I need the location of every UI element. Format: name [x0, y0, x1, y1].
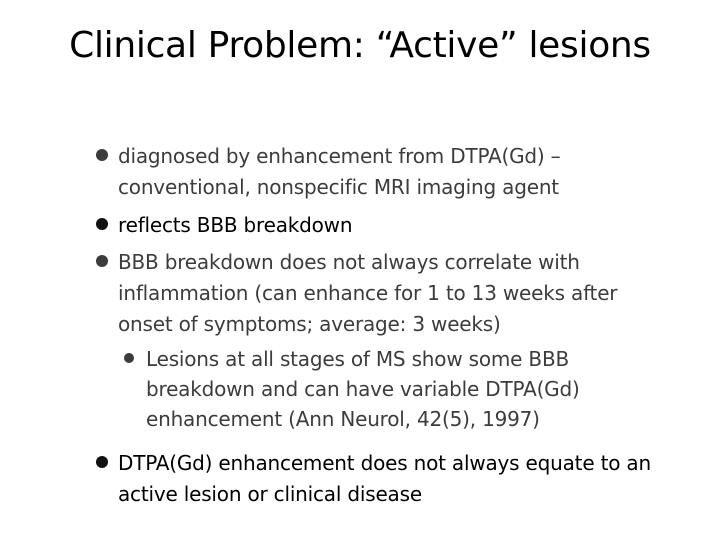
bullet-text: BBB breakdown does not always correlate with inflammation (can enhance for 1 to 13 weeks after onset of symptoms; average: 3 weeks): [118, 250, 618, 336]
bullet-item: [94, 247, 654, 340]
slide-title: Clinical Problem: “Active” lesions: [69, 25, 651, 66]
sub-bullet-text: Lesions at all stages of MS show some BBB breakdown and can have variable DTPA(Gd) enhancement (Ann Neurol, 42(5), 1997): [146, 347, 580, 431]
bullet-item: [94, 141, 654, 203]
sub-bullet-dot-icon: [124, 353, 134, 363]
bullet-item: [94, 210, 654, 241]
bullet-list: [94, 141, 654, 510]
sub-bullet-item: [122, 344, 654, 434]
bullet-text: DTPA(Gd) enhancement does not always equate to an active lesion or clinical disease: [118, 451, 651, 506]
bullet-text: diagnosed by enhancement from DTPA(Gd) – conventional, nonspecific MRI imaging agent: [118, 144, 561, 199]
bullet-item: [94, 448, 654, 510]
bullet-text: reflects BBB breakdown: [118, 213, 353, 237]
bullet-dot-icon: [96, 456, 108, 468]
bullet-dot-icon: [96, 149, 108, 161]
bullet-dot-icon: [96, 218, 108, 230]
bullet-dot-icon: [96, 255, 108, 267]
